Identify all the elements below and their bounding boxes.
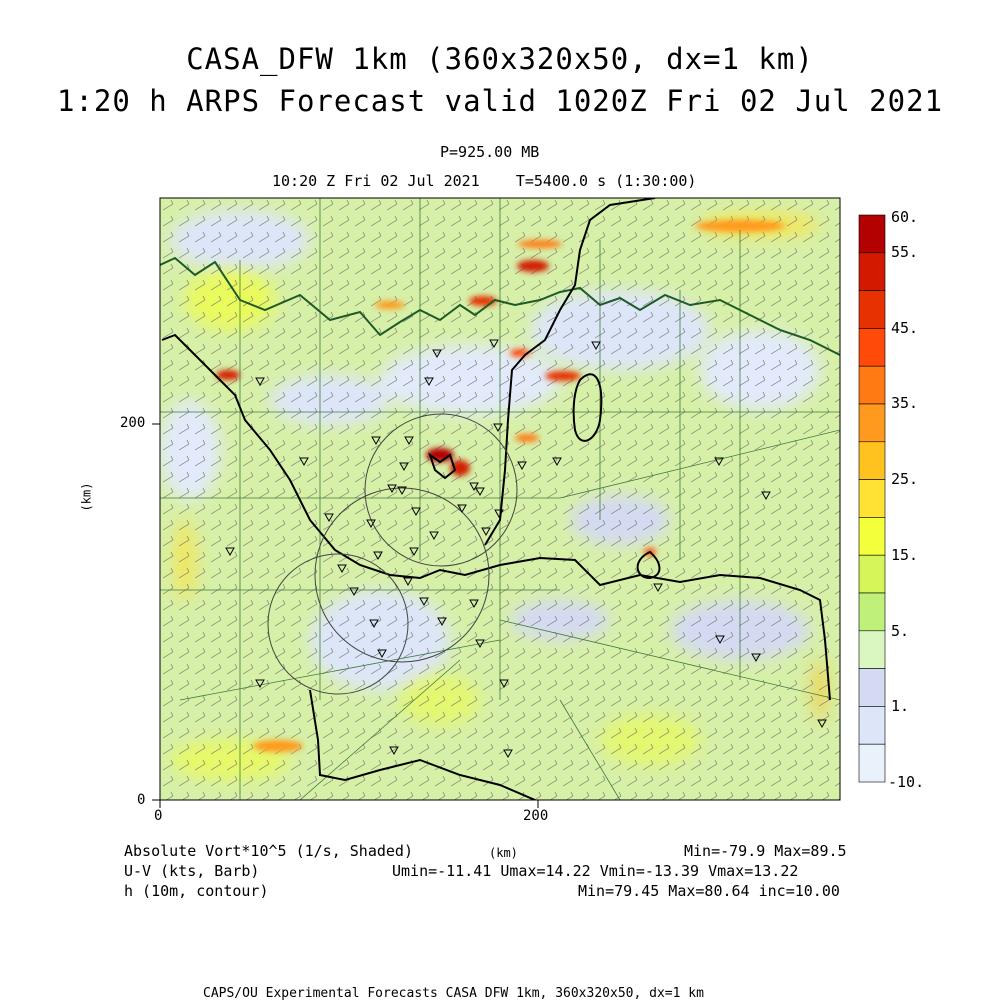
y-axis-label: (km) <box>79 482 94 512</box>
pressure-level: P=925.00 MB <box>440 143 540 161</box>
x-axis-label: (km) <box>489 846 518 860</box>
legend-wind-range: Umin=-11.41 Umax=14.22 Vmin=-13.39 Vmax=13.22 <box>392 862 799 880</box>
colorbar-label: -10. <box>888 773 925 791</box>
valid-time: 10:20 Z Fri 02 Jul 2021 T=5400.0 s (1:30:00) <box>272 172 697 190</box>
footer-credit: CAPS/OU Experimental Forecasts CASA DFW 1km, 360x320x50, dx=1 km <box>203 986 704 1001</box>
legend-height: h (10m, contour) <box>124 882 269 900</box>
y-tick-0: 0 <box>137 792 146 808</box>
title-line-1: CASA_DFW 1km (360x320x50, dx=1 km) <box>186 42 814 76</box>
y-tick-200: 200 <box>120 415 146 431</box>
plot-area <box>160 198 840 800</box>
x-tick-200: 200 <box>523 808 549 824</box>
colorbar-swatch <box>859 480 885 518</box>
colorbar-swatch <box>859 555 885 593</box>
colorbar-swatch <box>859 669 885 707</box>
colorbar-swatch <box>859 366 885 404</box>
colorbar-swatch <box>859 215 885 253</box>
colorbar <box>859 215 885 782</box>
colorbar-swatch <box>859 328 885 366</box>
colorbar-swatch <box>859 291 885 329</box>
legend-vorticity-range: Min=-79.9 Max=89.5 <box>684 842 847 860</box>
colorbar-label: 15. <box>891 546 919 564</box>
legend-vorticity: Absolute Vort*10^5 (1/s, Shaded) <box>124 842 413 860</box>
colorbar-swatch <box>859 517 885 555</box>
colorbar-swatch <box>859 744 885 782</box>
colorbar-label: 25. <box>891 470 919 488</box>
colorbar-swatch <box>859 593 885 631</box>
colorbar-swatch <box>859 706 885 744</box>
colorbar-label: 60. <box>891 208 919 226</box>
colorbar-swatch <box>859 442 885 480</box>
colorbar-label: 1. <box>891 697 910 715</box>
colorbar-swatch <box>859 404 885 442</box>
colorbar-label: 45. <box>891 319 919 337</box>
legend-wind: U-V (kts, Barb) <box>124 862 260 880</box>
legend-height-range: Min=79.45 Max=80.64 inc=10.00 <box>578 882 840 900</box>
colorbar-swatch <box>859 631 885 669</box>
colorbar-label: 55. <box>891 243 919 261</box>
x-tick-0: 0 <box>154 808 163 824</box>
title-line-2: 1:20 h ARPS Forecast valid 1020Z Fri 02 Jul 2021 <box>56 84 944 118</box>
colorbar-label: 5. <box>891 622 910 640</box>
colorbar-swatch <box>859 253 885 291</box>
colorbar-label: 35. <box>891 394 919 412</box>
